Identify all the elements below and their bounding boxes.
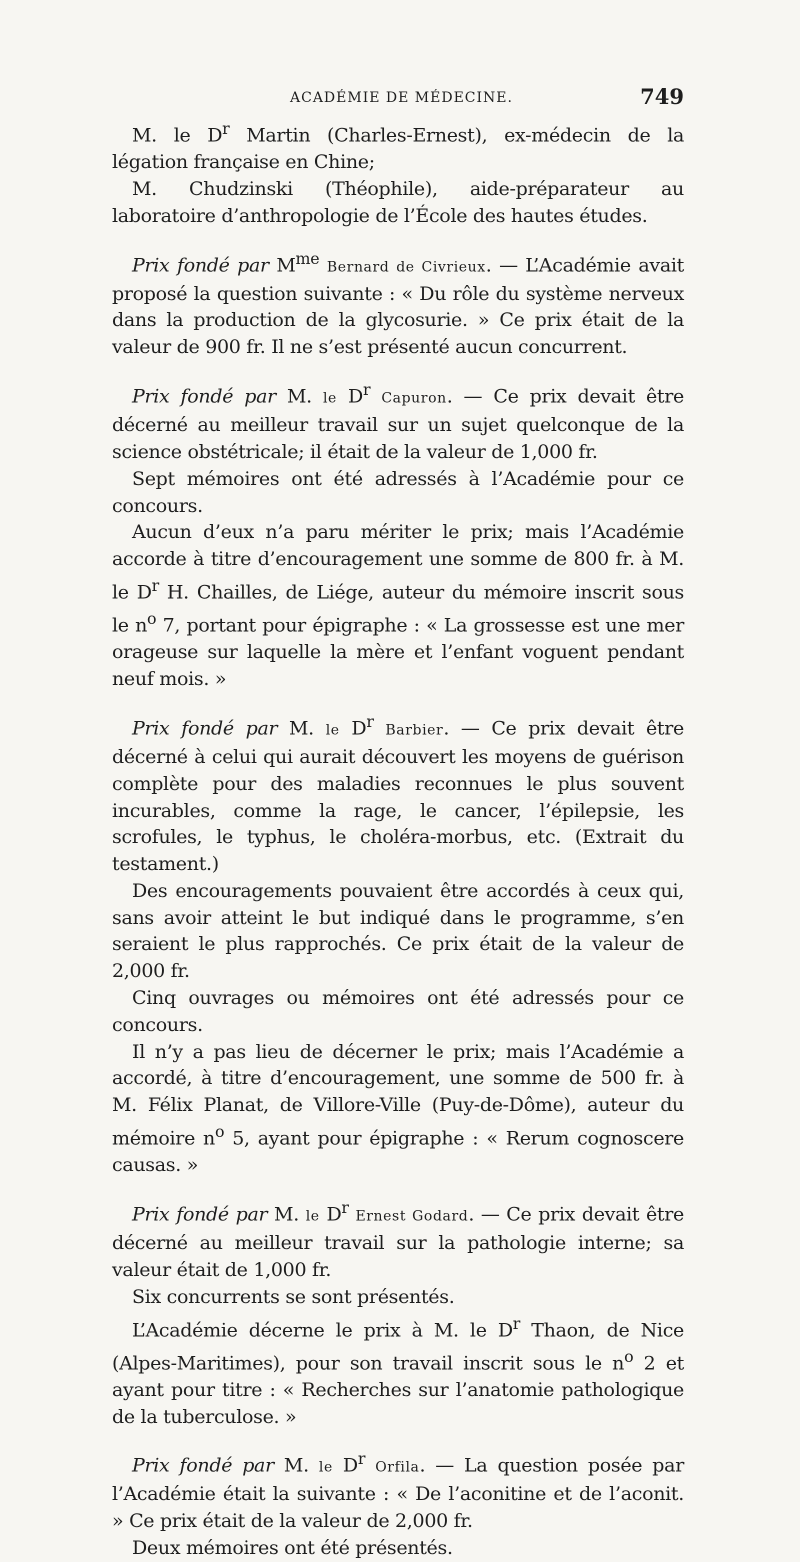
founder-name: Capuron bbox=[381, 390, 447, 407]
prize-label: Prix fondé par bbox=[132, 385, 276, 408]
page-header bbox=[112, 86, 684, 110]
running-title: ACADÉMIE DE MÉDECINE. bbox=[290, 90, 513, 106]
founder-name: Barbier bbox=[385, 722, 444, 739]
page-number: 749 bbox=[640, 84, 684, 109]
prize-orfila: Prix fondé par M. le $D^r$ Orfila. — La question posée par l’Académie était la suivante : « De l’aconitine et de l’aconit. » Ce prix était de la valeur de 2,000 fr. bbox=[112, 1449, 684, 1533]
prize-label: Prix fondé par bbox=[132, 253, 269, 276]
body-text bbox=[112, 116, 684, 1562]
paragraph-chudzinski: M. Chudzinski (Théophile), aide-préparateur au laboratoire d’anthropologie de l’École des hautes études. bbox=[112, 177, 684, 227]
prize-label: Prix fondé par bbox=[132, 1203, 268, 1226]
founder-name: Ernest Godard bbox=[355, 1208, 469, 1225]
paragraph-martin: M. le $D^r$ Martin (Charles-Ernest), ex-médecin de la légation française en Chine; bbox=[112, 119, 684, 174]
paragraph-barbier-award: Il n’y a pas lieu de décerner le prix; mais l’Académie a accordé, à titre d’encouragement, une somme de 500 fr. à M. Félix Planat, de Villore-Ville (Puy-de-Dôme), auteur du mémoire $n^o$ 5, ayant pour épigraphe : « Rerum cognoscere causas. » bbox=[112, 1040, 684, 1177]
paragraph-capuron-award: Aucun d’eux n’a paru mériter le prix; mais l’Académie accorde à titre d’encouragement une somme de 800 fr. à M. le $D^r$ H. Chailles, de Liége, auteur du mémoire inscrit sous le $n^o$ 7, portant pour épigraphe : « La grossesse est une mer orageuse sur laquelle la mère et l’enfant voguent pendant neuf mois. » bbox=[112, 521, 684, 690]
paragraph-orfila-submissions: Deux mémoires ont été présentés. bbox=[132, 1537, 453, 1560]
prize-capuron: Prix fondé par M. le $D^r$ Capuron. — Ce prix devait être décerné au meilleur travail sur un sujet quelconque de la science obstétricale; il était de la valeur de 1,000 fr. bbox=[112, 380, 684, 463]
founder-name: Orfila bbox=[375, 1459, 420, 1476]
prize-label: Prix fondé par bbox=[132, 717, 278, 740]
paragraph-capuron-submissions: Sept mémoires ont été adressés à l’Académie pour ce concours. bbox=[112, 467, 684, 517]
prize-label: Prix fondé par bbox=[132, 1454, 274, 1477]
paragraph-godard-award: L’Académie décerne le prix à M. le $D^r$ Thaon, de Nice (Alpes-Maritimes), pour son travail inscrit sous le $n^o$ 2 et ayant pour titre : « Recherches sur l’anatomie pathologique de la tuberculose. » bbox=[112, 1313, 684, 1428]
prize-godard: Prix fondé par M. le $D^r$ Ernest Godard. — Ce prix devait être décerné au meilleur travail sur la pathologie interne; sa valeur était de 1,000 fr. bbox=[112, 1197, 684, 1281]
prize-civrieux: Prix fondé par $M^{me}$ Bernard de Civrieux. — L’Académie avait proposé la question suivante : « Du rôle du système nerveux dans la production de la glycosurie. » Ce prix était de la valeur de 900 fr. Il ne s’est présenté aucun concurrent. bbox=[112, 248, 684, 359]
paragraph-barbier-submissions: Cinq ouvrages ou mémoires ont été adressés pour ce concours. bbox=[112, 987, 684, 1036]
paragraph-barbier-encouragements: Des encouragements pouvaient être accordés à ceux qui, sans avoir atteint le but indiqué dans le programme, s’en seraient le plus rapprochés. Ce prix était de la valeur de 2,000 fr. bbox=[112, 879, 684, 983]
paragraph-godard-submissions: Six concurrents se sont présentés. bbox=[132, 1285, 455, 1308]
prize-barbier: Prix fondé par M. le $D^r$ Barbier. — Ce prix devait être décerné à celui qui aurait découvert les moyens de guérison complète pour des maladies reconnues le plus souvent incurables, comme la rage, le cancer, l’épilepsie, les scrofules, le typhus, le choléra-morbus, etc. (Extrait du testament.) bbox=[112, 711, 684, 876]
founder-name: Bernard de Civrieux bbox=[326, 258, 486, 275]
